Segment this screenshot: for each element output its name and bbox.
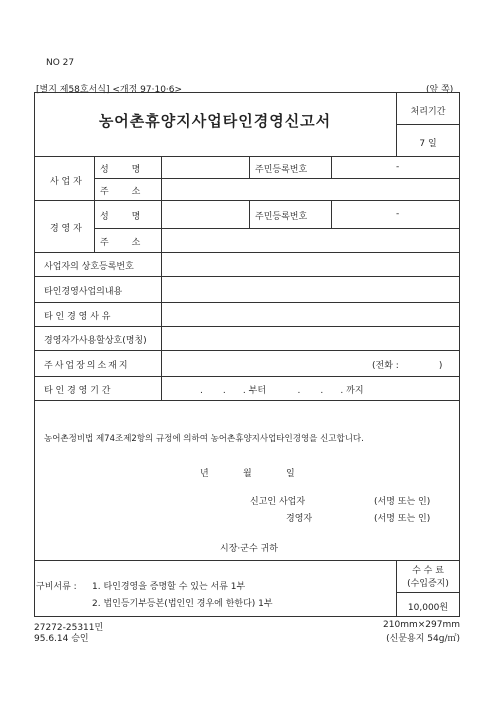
- declaration-date: 년 월 일: [200, 469, 295, 479]
- manager-reg-no-dash: -: [396, 209, 400, 219]
- operator-address-field[interactable]: [162, 179, 459, 199]
- attachment-item-2: 2. 법인등기부등본(법인인 경우에 한한다) 1부: [92, 599, 273, 609]
- fee-value: 10,000원: [407, 603, 449, 613]
- applicant-operator-label: 신고인 사업자: [250, 497, 306, 507]
- phone-label: (전화 : ): [372, 361, 443, 371]
- processing-period-value: 7 일: [419, 139, 437, 149]
- business-operator-label: 사 업 자: [50, 177, 82, 187]
- fee-stamp-label: (수입증지): [407, 579, 449, 589]
- reason-field[interactable]: [162, 303, 459, 325]
- period-label: 타 인 경 영 기 간: [44, 386, 111, 396]
- document-number: NO 27: [46, 58, 75, 68]
- operator-name-field[interactable]: [162, 157, 248, 177]
- footer-code: 27272-25311민: [34, 623, 104, 633]
- contents-field[interactable]: [162, 277, 459, 301]
- reason-label: 타 인 경 영 사 유: [44, 312, 111, 322]
- applicant-sign-2: (서명 또는 인): [374, 514, 431, 524]
- footer-approval: 95.6.14 승인: [34, 634, 89, 644]
- recipient: 시장·군수 귀하: [220, 544, 278, 554]
- operator-reg-no-label: 주민등록번호: [255, 165, 308, 175]
- operator-name-label: 성 명: [100, 165, 141, 175]
- form-title: 농어촌휴양지사업타인경영신고서: [98, 112, 332, 130]
- manager-name-field[interactable]: [162, 201, 248, 227]
- page-side: (앞 쪽): [426, 85, 454, 95]
- attachment-item-1: 1. 타인경영을 증명할 수 있는 서류 1부: [92, 582, 246, 592]
- trade-name-field[interactable]: [162, 253, 459, 275]
- operator-address-label: 주 소: [100, 187, 141, 197]
- footer-paper: (신문용지 54g/㎡): [386, 634, 460, 644]
- trade-name-label: 사업자의 상호등록번호: [44, 262, 134, 272]
- operator-reg-no-dash: -: [396, 162, 400, 172]
- fee-label: 수 수 료: [412, 566, 444, 576]
- manager-address-label: 주 소: [100, 238, 141, 248]
- form-reference: [별지 제58호서식] <개정 97·10·6>: [36, 85, 183, 95]
- applicant-sign-1: (서명 또는 인): [374, 497, 431, 507]
- manager-trade-name-label: 경영자가사용할상호(명칭): [44, 336, 147, 346]
- manager-name-label: 성 명: [100, 212, 141, 222]
- attachments-label: 구비서류 :: [36, 582, 77, 592]
- processing-period-label: 처리기간: [410, 107, 446, 117]
- office-location-field[interactable]: [162, 351, 362, 375]
- manager-address-field[interactable]: [162, 229, 459, 251]
- manager-label: 경 영 자: [50, 224, 82, 234]
- manager-trade-name-field[interactable]: [162, 327, 459, 349]
- declaration-text: 농어촌정비법 제74조제2항의 규정에 의하여 농어촌휴양지사업타인경영을 신고합니다.: [44, 434, 364, 444]
- period-value: . . . 부터 . . . 까지: [200, 386, 364, 396]
- office-location-label: 주사업장의소재지: [44, 361, 130, 371]
- contents-label: 타인경영사업의내용: [44, 287, 123, 297]
- applicant-manager-label: 경영자: [286, 514, 313, 524]
- operator-reg-no-field[interactable]: [332, 157, 459, 177]
- manager-reg-no-field[interactable]: [332, 201, 459, 227]
- manager-reg-no-label: 주민등록번호: [255, 212, 308, 222]
- footer-size: 210mm×297mm: [383, 620, 460, 630]
